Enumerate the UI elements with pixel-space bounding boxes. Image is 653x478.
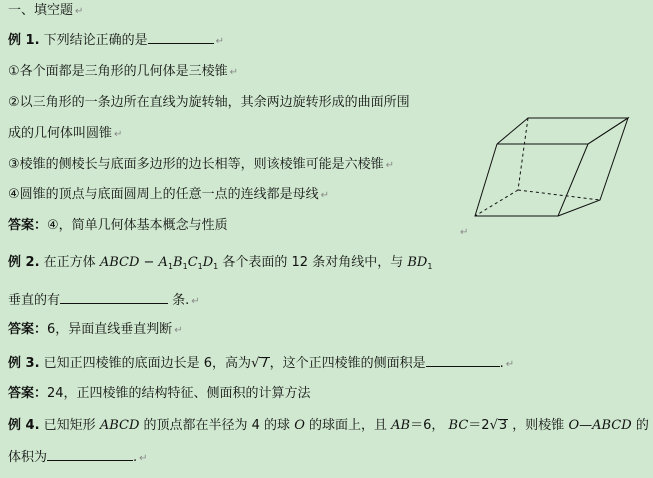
answer-blank — [148, 31, 214, 44]
example-2-question-cont: 垂直的有 条. ↵ — [8, 293, 200, 308]
example-1-answer: 答案：④，简单几何体基本概念与性质 — [8, 218, 228, 233]
answer-blank — [47, 448, 133, 461]
sqrt-icon: √ — [251, 356, 260, 371]
example-1-question: 例 1. 下列结论正确的是 ↵ — [8, 33, 225, 48]
right-face-edge — [558, 118, 628, 216]
example-4-question: 例 4. 已知矩形 ABCD 的顶点都在半径为 4 的球 O 的球面上，且 AB＝6， BC＝2√3 ，则棱锥 O—ABCD 的 — [8, 418, 649, 433]
example-1-option-4: ④圆锥的顶点与底面圆周上的任意一点的连线都是母线 ↵ — [8, 187, 330, 202]
answer-blank — [426, 354, 500, 367]
return-mark-icon: ↵ — [460, 227, 469, 238]
example-4-question-cont: 体积为 . ↵ — [8, 450, 148, 465]
example-1-option-2: ②以三角形的一条边所在直线为旋转轴，其余两边旋转形成的曲面所围 — [8, 95, 410, 110]
example-3-question: 例 3. 已知正四棱锥的底面边长是 6，高为√7，这个正四棱锥的侧面积是 . ↵ — [8, 356, 515, 371]
example-1-option-2-cont: 成的几何体叫圆锥 ↵ — [8, 126, 123, 141]
return-mark-icon: ↵ — [75, 6, 84, 17]
answer-blank — [60, 291, 168, 304]
example-2-question: 例 2. 在正方体 ABCD − $A_1B_1C_1D_1$ 各个表面的 12 条对角线中，与 $BD_1$ — [8, 255, 433, 271]
example-1-option-3: ③棱锥的侧棱长与底面多边形的边长相等，则该棱锥可能是六棱锥 ↵ — [8, 157, 395, 172]
example-2-answer: 答案：6，异面直线垂直判断 ↵ — [8, 322, 183, 337]
hidden-edge — [518, 190, 600, 200]
example-3-answer: 答案：24，正四棱锥的结构特征、侧面积的计算方法 — [8, 386, 311, 401]
section-title: 一、填空题 ↵ — [8, 3, 84, 18]
hidden-edge — [518, 118, 528, 190]
sqrt-icon: √ — [489, 418, 498, 433]
parallelepiped-figure — [460, 108, 640, 238]
example-1-option-1: ①各个面都是三角形的几何体是三棱锥 ↵ — [8, 64, 239, 79]
